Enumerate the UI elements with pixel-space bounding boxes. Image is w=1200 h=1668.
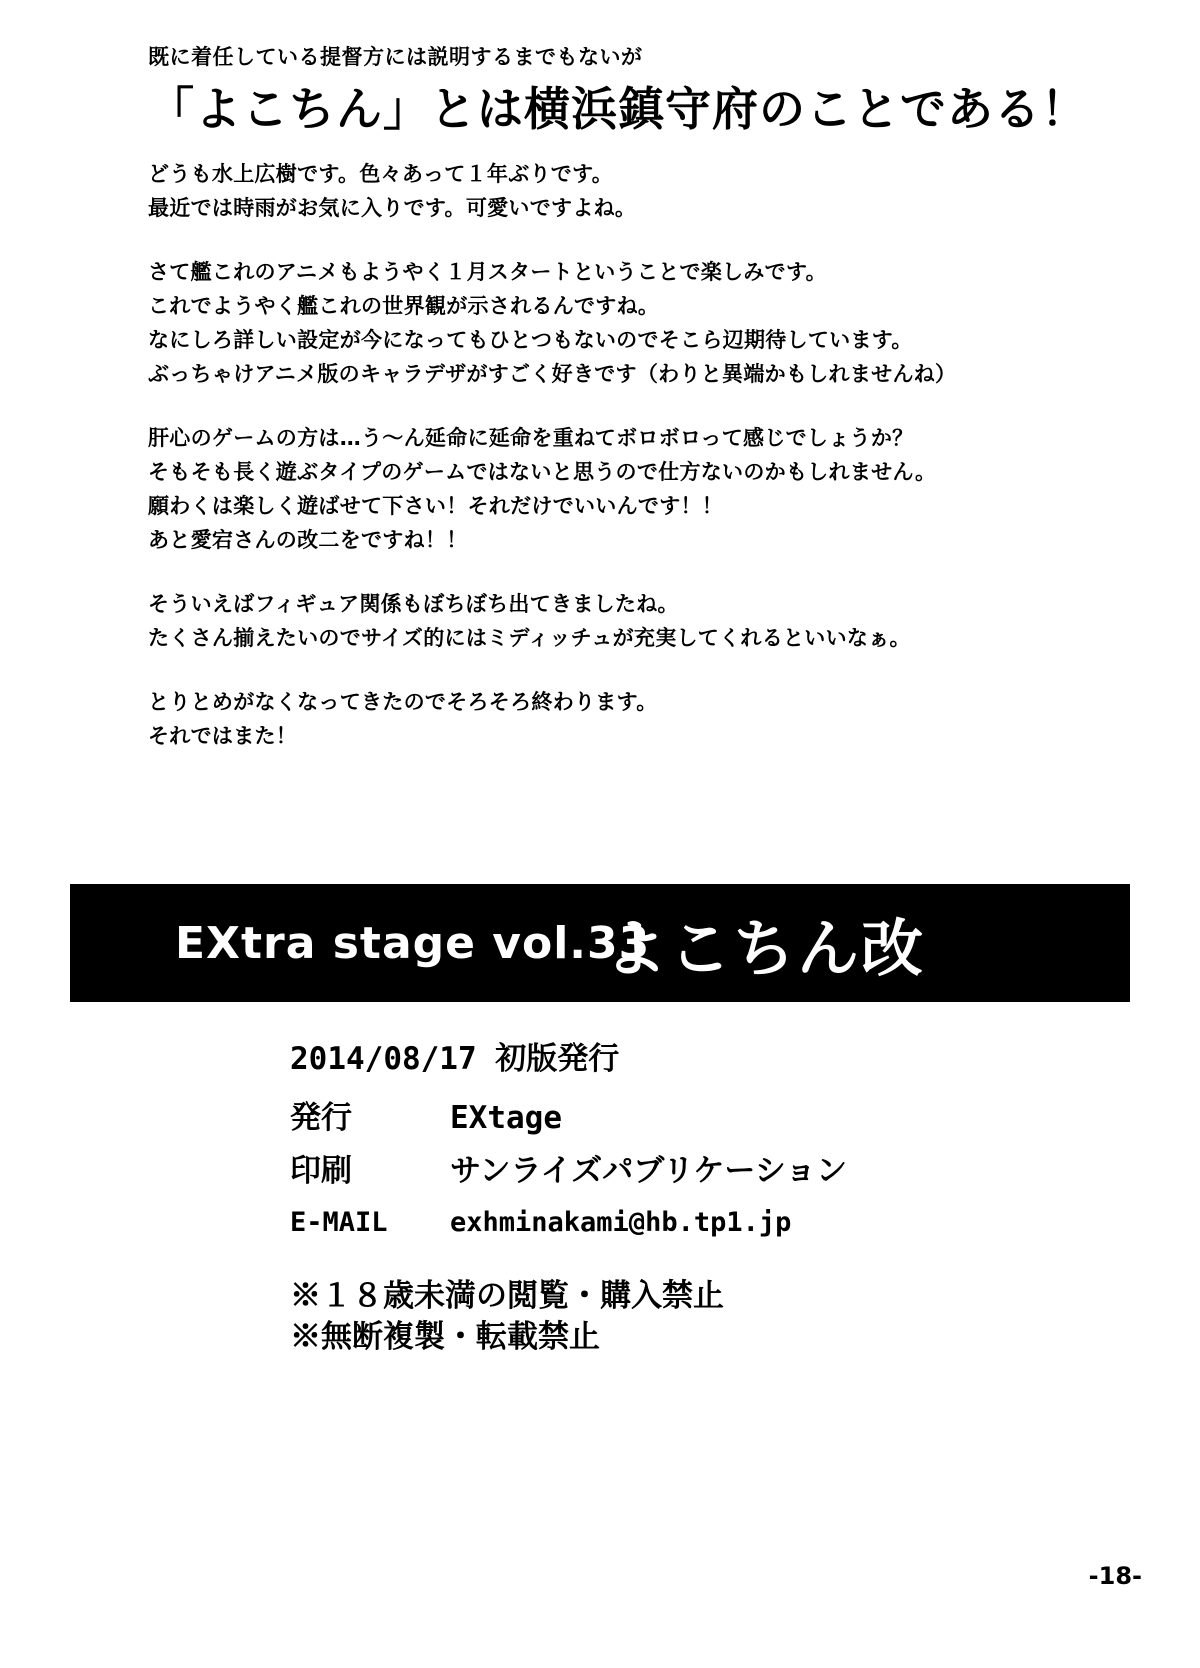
afterword-paragraph-4	[148, 587, 1088, 655]
printer-label: 印刷	[290, 1153, 352, 1189]
afterword-paragraph-1	[148, 157, 1088, 225]
copyright-notice: ※無断複製・転載禁止	[290, 1318, 600, 1355]
afterword-paragraph-2	[148, 255, 1088, 391]
publication-date: 2014/08/17 初版発行	[290, 1041, 620, 1077]
printer-row	[290, 1153, 1090, 1189]
afterword-line: さて艦これのアニメもようやく１月スタートということで楽しみです。	[148, 259, 827, 284]
afterword-line: そもそも長く遊ぶタイプのゲームではないと思うので仕方ないのかもしれません。	[148, 459, 937, 484]
afterword-line: これでようやく艦これの世界観が示されるんですね。	[148, 293, 660, 318]
publisher-row	[290, 1100, 1090, 1136]
publisher-label: 発行	[290, 1100, 352, 1136]
afterword-line: そういえばフィギュア関係もぼちぼち出てきましたね。	[148, 591, 679, 616]
email-label: E-MAIL	[290, 1207, 388, 1238]
email-value: exhminakami@hb.tp1.jp	[450, 1207, 792, 1238]
age-notice: ※１８歳未満の閲覧・購入禁止	[290, 1278, 724, 1314]
email-row	[290, 1209, 1090, 1236]
afterword-line: どうも水上広樹です。色々あって１年ぶりです。	[148, 161, 614, 186]
afterword-line: 肝心のゲームの方は…う～ん延命に延命を重ねてボロボロって感じでしょうか？	[148, 425, 914, 450]
afterword-line: 願わくは楽しく遊ばせて下さい！それだけでいいんです！！	[148, 493, 724, 518]
series-label: EXtra stage vol.33	[175, 917, 651, 969]
afterword-line: それではまた！	[148, 724, 298, 748]
afterword-section	[148, 44, 1088, 753]
page-number: -18-	[1088, 1562, 1142, 1590]
book-title: よこちん改	[605, 911, 926, 985]
afterword-line: とりとめがなくなってきたのでそろそろ終わります。	[148, 689, 658, 714]
afterword-line: 最近では時雨がお気に入りです。可愛いですよね。	[148, 195, 637, 220]
afterword-line: たくさん揃えたいのでサイズ的にはミディッチュが充実してくれるといいなぁ。	[148, 625, 911, 650]
afterword-line: あと愛宕さんの改二をですね！！	[148, 527, 468, 552]
printer-value: サンライズパブリケーション	[450, 1153, 848, 1189]
afterword-lead: 既に着任している提督方には説明するまでもないが	[148, 45, 643, 69]
afterword-line: ぶっちゃけアニメ版のキャラデザがすごく好きです（わりと異端かもしれませんね）	[148, 361, 957, 386]
colophon-block	[290, 1041, 1090, 1358]
afterword-paragraph-3	[148, 421, 1088, 557]
afterword-line: なにしろ詳しい設定が今になってもひとつもないのでそこら辺期待しています。	[148, 327, 913, 352]
publisher-value: EXtage	[450, 1100, 562, 1136]
title-banner	[70, 884, 1130, 1002]
afterword-headline: 「よこちん」とは横浜鎮守府のことである！	[148, 82, 1088, 137]
afterword-paragraph-5	[148, 685, 1088, 753]
